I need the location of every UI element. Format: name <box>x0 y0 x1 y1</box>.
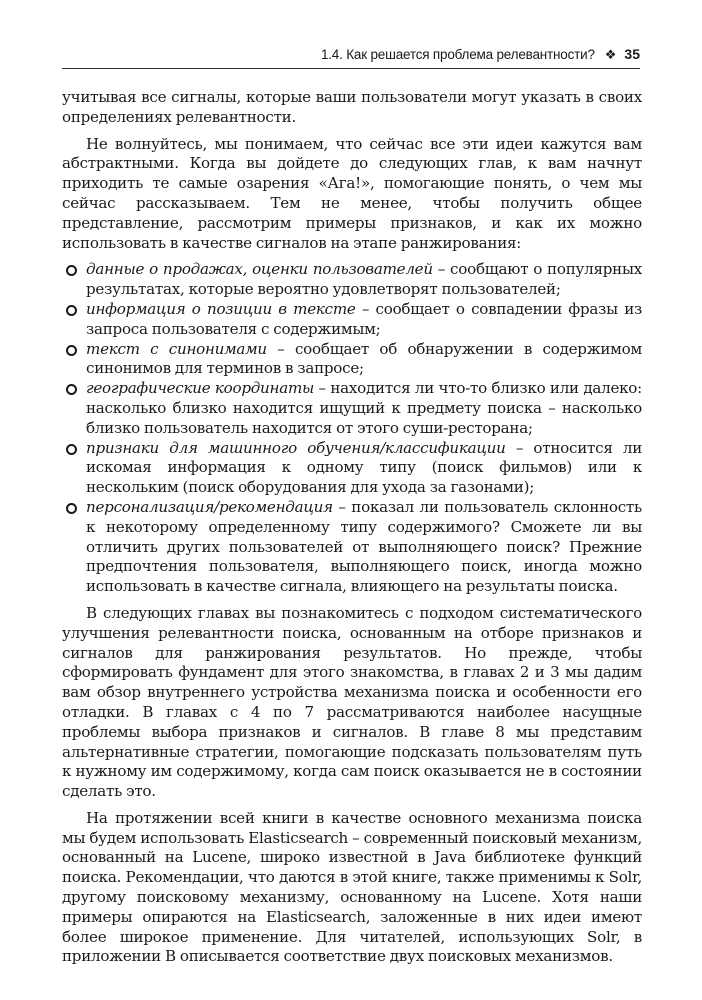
diamond-ornament-icon: ❖ <box>604 47 617 62</box>
paragraph: учитывая все сигналы, которые ваши пользователи могут указать в своих определениях релевантности. <box>62 88 642 126</box>
list-item-term: признаки для машинного обучения/классификации <box>86 438 506 457</box>
list-item-text: – показал ли пользователь склонность к некоторому определенному типу содержимого? Сможете ли вы отличить других пользователей от выполняющего поиск? Прежние предпочтения пользователя, выполняющего поиск, иногда можно использовать в качестве сигнала, влияющего на результаты поиска. <box>86 497 642 596</box>
list-item <box>62 260 642 300</box>
list-item <box>62 300 642 340</box>
circle-bullet-icon <box>66 345 77 356</box>
page-number: 35 <box>624 46 640 62</box>
list-item-text: – сообщает о совпадении фразы из запроса пользователя с содержимым; <box>86 299 642 338</box>
list-item <box>62 498 642 597</box>
list-item-term: информация о позиции в тексте <box>86 299 356 318</box>
list-item-text: – относится ли искомая информация к одному типу (поиск фильмов) или к нескольким (поиск оборудования для ухода за газонами); <box>86 438 643 497</box>
circle-bullet-icon <box>66 503 77 514</box>
list-item-text: – находится ли что-то близко или далеко: насколько близко находится ищущий к предмету поиска – насколько близко пользователь находится от этого суши-ресторана; <box>86 379 642 437</box>
list-item-term: географические координаты <box>86 379 315 398</box>
list-item-text: – сообщает об обнаружении в содержимом синонимов для терминов в запросе; <box>86 339 642 378</box>
paragraph: На протяжении всей книги в качестве основного механизма поиска мы будем использовать Elasticsearch – современный поисковый механизм, основанный на Lucene, широко известной в Java библиотеке функций поиска. Рекомендации, что даются в этой книге, также применимы к Solr, другому поисковому механизму, основанному на Lucene. Хотя наши примеры опираются на Elasticsearch, заложенные в них идеи имеют более широкое применение. Для читателей, использующих Solr, в приложении B описывается соответствие двух поисковых механизмов. <box>62 808 642 966</box>
list-item <box>62 439 642 498</box>
paragraph: Не волнуйтесь, мы понимаем, что сейчас все эти идеи кажутся вам абстрактными. Когда вы дойдете до следующих глав, к вам начнут приходить те самые озарения «Ага!», помогающие понять, о чем мы сейчас рассказываем. Тем не менее, чтобы получить общее представление, рассмотрим примеры признаков, и как их можно использовать в качестве сигналов на этапе ранжирования: <box>62 134 642 252</box>
list-item <box>62 379 642 438</box>
list-item-text: – сообщают о популярных результатах, которые вероятно удовлетворят пользователей; <box>86 260 643 299</box>
page-body <box>62 88 642 974</box>
list-item-term: персонализация/рекомендация <box>86 497 333 516</box>
running-header <box>62 44 640 69</box>
circle-bullet-icon <box>66 265 77 276</box>
circle-bullet-icon <box>66 305 77 316</box>
running-header-title: 1.4. Как решается проблема релевантности? <box>320 47 595 62</box>
circle-bullet-icon <box>66 444 77 455</box>
paragraph: В следующих главах вы познакомитесь с подходом систематического улучшения релевантности поиска, основанным на отборе признаков и сигналов для ранжирования результатов. Но прежде, чтобы сформировать фундамент для этого знакомства, в главах 2 и 3 мы дадим вам обзор внутреннего устройства механизма поиска и особенности его отладки. В главах с 4 по 7 рассматриваются наиболее насущные проблемы выбора признаков и сигналов. В главе 8 мы представим альтернативные стратегии, помогающие подсказать пользователям путь к нужному им содержимому, когда сам поиск оказывается не в состоянии сделать это. <box>62 603 642 801</box>
list-item-term: данные о продажах, оценки пользователей <box>86 260 433 279</box>
circle-bullet-icon <box>66 384 77 395</box>
list-item-term: текст с синонимами <box>86 339 267 358</box>
signal-list <box>62 260 642 597</box>
list-item <box>62 340 642 380</box>
